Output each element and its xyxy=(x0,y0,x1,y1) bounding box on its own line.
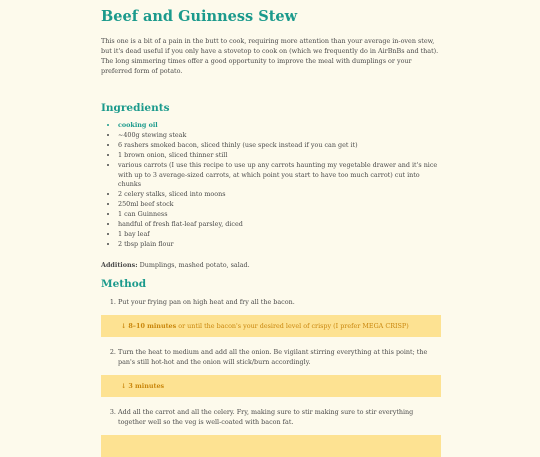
ingredient-item: • 6 rashers smoked bacon, sliced thinly (use speck instead if you can get it) xyxy=(118,141,441,151)
ingredient-item: • cooking oil xyxy=(118,121,441,131)
ingredient-item: • 2 tbsp plain flour xyxy=(118,240,441,250)
ingredient-item: • 1 can Guinness xyxy=(118,210,441,220)
timer-note xyxy=(101,435,441,457)
method-steps xyxy=(101,297,441,457)
step-text: Put your frying pan on high heat and fry all the bacon. xyxy=(118,297,295,306)
method-step xyxy=(118,407,441,457)
ingredient-item: • 1 bay leaf xyxy=(118,230,441,240)
recipe-page xyxy=(101,0,441,457)
ingredient-item: • 1 brown onion, sliced thinner still xyxy=(118,151,441,161)
ingredients-list xyxy=(101,121,441,250)
method-step xyxy=(118,347,441,397)
timer-note xyxy=(101,315,441,337)
step-text: Add all the carrot and all the celery. Fry, making sure to stir making sure to stir everything together well so the veg is well-coated with bacon fat. xyxy=(118,407,414,426)
ingredient-item: • 2 celery stalks, sliced into moons xyxy=(118,190,441,200)
down-arrow-icon: ↓ xyxy=(121,381,127,390)
ingredient-item: • 250ml beef stock xyxy=(118,200,441,210)
timer-note xyxy=(101,375,441,397)
ingredient-item: • ~400g stewing steak xyxy=(118,131,441,141)
timer-duration: 8–10 minutes xyxy=(128,321,177,330)
method-step xyxy=(118,297,441,337)
ingredient-item: • handful of fresh flat-leaf parsley, diced xyxy=(118,220,441,230)
additions-line xyxy=(101,260,441,270)
additions-text: Dumplings, mashed potato, salad. xyxy=(137,260,250,269)
page-title: Beef and Guinness Stew xyxy=(101,8,298,25)
step-text: Turn the heat to medium and add all the onion. Be vigilant stirring everything at this point; the pan's still hot-hot and the onion will stick/burn accordingly. xyxy=(118,347,428,366)
down-arrow-icon: ↓ xyxy=(121,321,127,330)
ingredient-item: • various carrots (I use this recipe to use up any carrots haunting my vegetable drawer and it's nice with up to 3 average-sized carrots, at which point you start to have too much carrot) cut into chunks xyxy=(118,161,441,191)
method-heading: Method xyxy=(101,277,147,290)
intro-paragraph: This one is a bit of a pain in the butt to cook, requiring more attention than your average in-oven stew, but it's dead useful if you only have a stovetop to cook on (which we frequently do in AirBnBs and that). The long simmering times offer a good opportunity to improve the meal with dumplings or your preferred form of potato. xyxy=(101,37,439,75)
ingredients-heading: Ingredients xyxy=(101,102,170,114)
timer-duration: 3 minutes xyxy=(128,381,165,390)
additions-label: Additions: xyxy=(101,260,138,269)
timer-detail: or until the bacon's your desired level of crispy (I prefer MEGA CRISP) xyxy=(176,321,409,330)
